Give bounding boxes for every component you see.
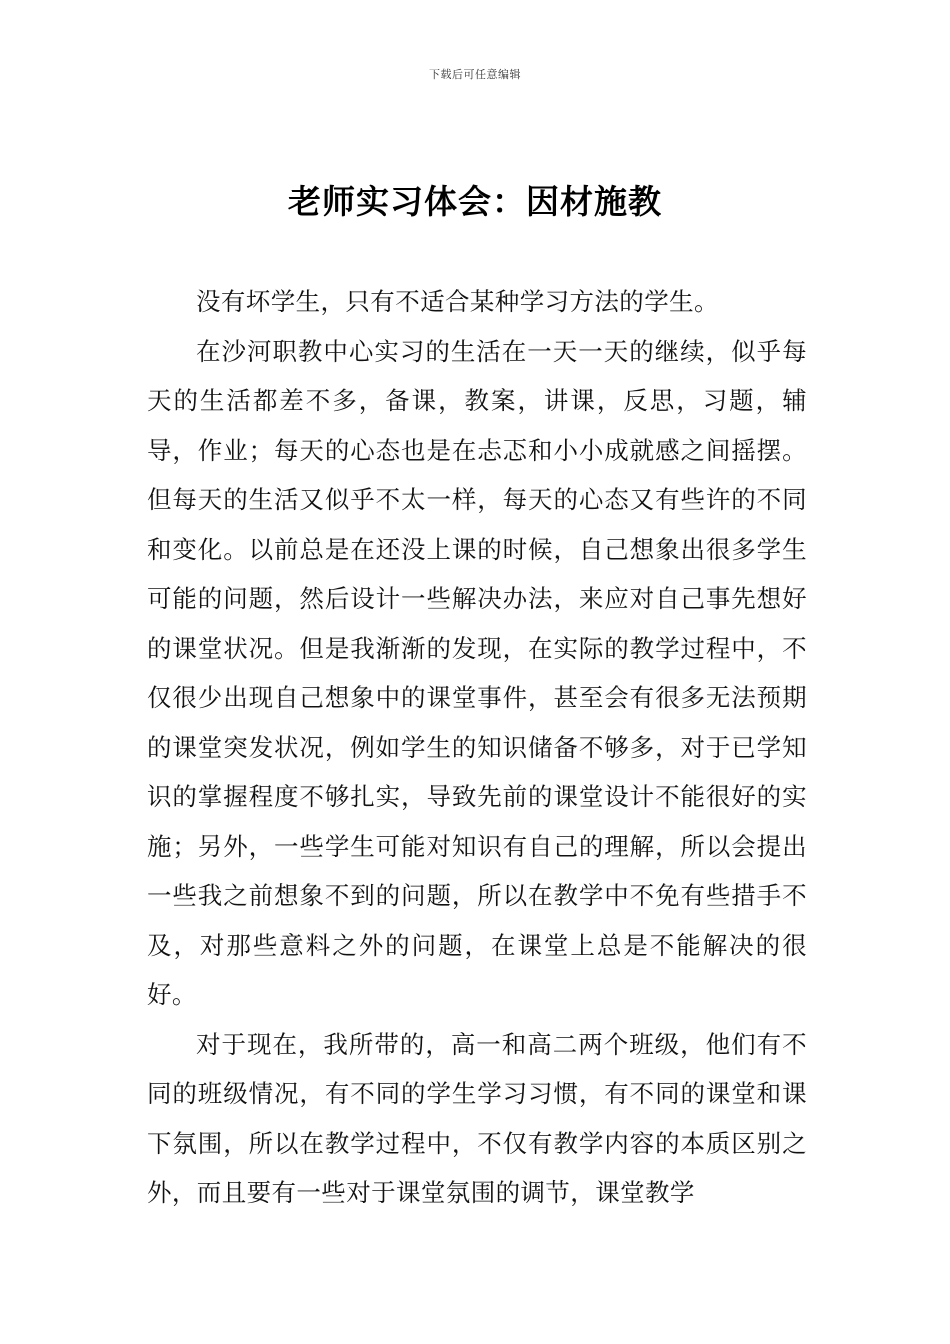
paragraph-1: 没有坏学生，只有不适合某种学习方法的学生。	[196, 287, 719, 316]
document-body	[147, 277, 807, 1218]
paragraph-3: 对于现在，我所带的，高一和高二两个班级，他们有不同的班级情况，有不同的学生学习习惯，有不同的课堂和课下氛围，所以在教学过程中，不仅有教学内容的本质区别之外，而且要有一些对于课堂氛围的调节，课堂教学	[147, 1029, 807, 1207]
paragraph-2: 在沙河职教中心实习的生活在一天一天的继续，似乎每天的生活都差不多，备课，教案，讲课，反思，习题，辅导，作业；每天的心态也是在忐忑和小小成就感之间摇摆。但每天的生活又似乎不太一样，每天的心态又有些许的不同和变化。以前总是在还没上课的时候，自己想象出很多学生可能的问题，然后设计一些解决办法，来应对自己事先想好的课堂状况。但是我渐渐的发现，在实际的教学过程中，不仅很少出现自己想象中的课堂事件，甚至会有很多无法预期的课堂突发状况，例如学生的知识储备不够多，对于已学知识的掌握程度不够扎实，导致先前的课堂设计不能很好的实施；另外，一些学生可能对知识有自己的理解，所以会提出一些我之前想象不到的问题，所以在教学中不免有些措手不及，对那些意料之外的问题，在课堂上总是不能解决的很好。	[147, 336, 807, 1009]
document-title: 老师实习体会：因材施教	[288, 182, 662, 221]
header-note: 下载后可任意编辑	[429, 68, 521, 81]
